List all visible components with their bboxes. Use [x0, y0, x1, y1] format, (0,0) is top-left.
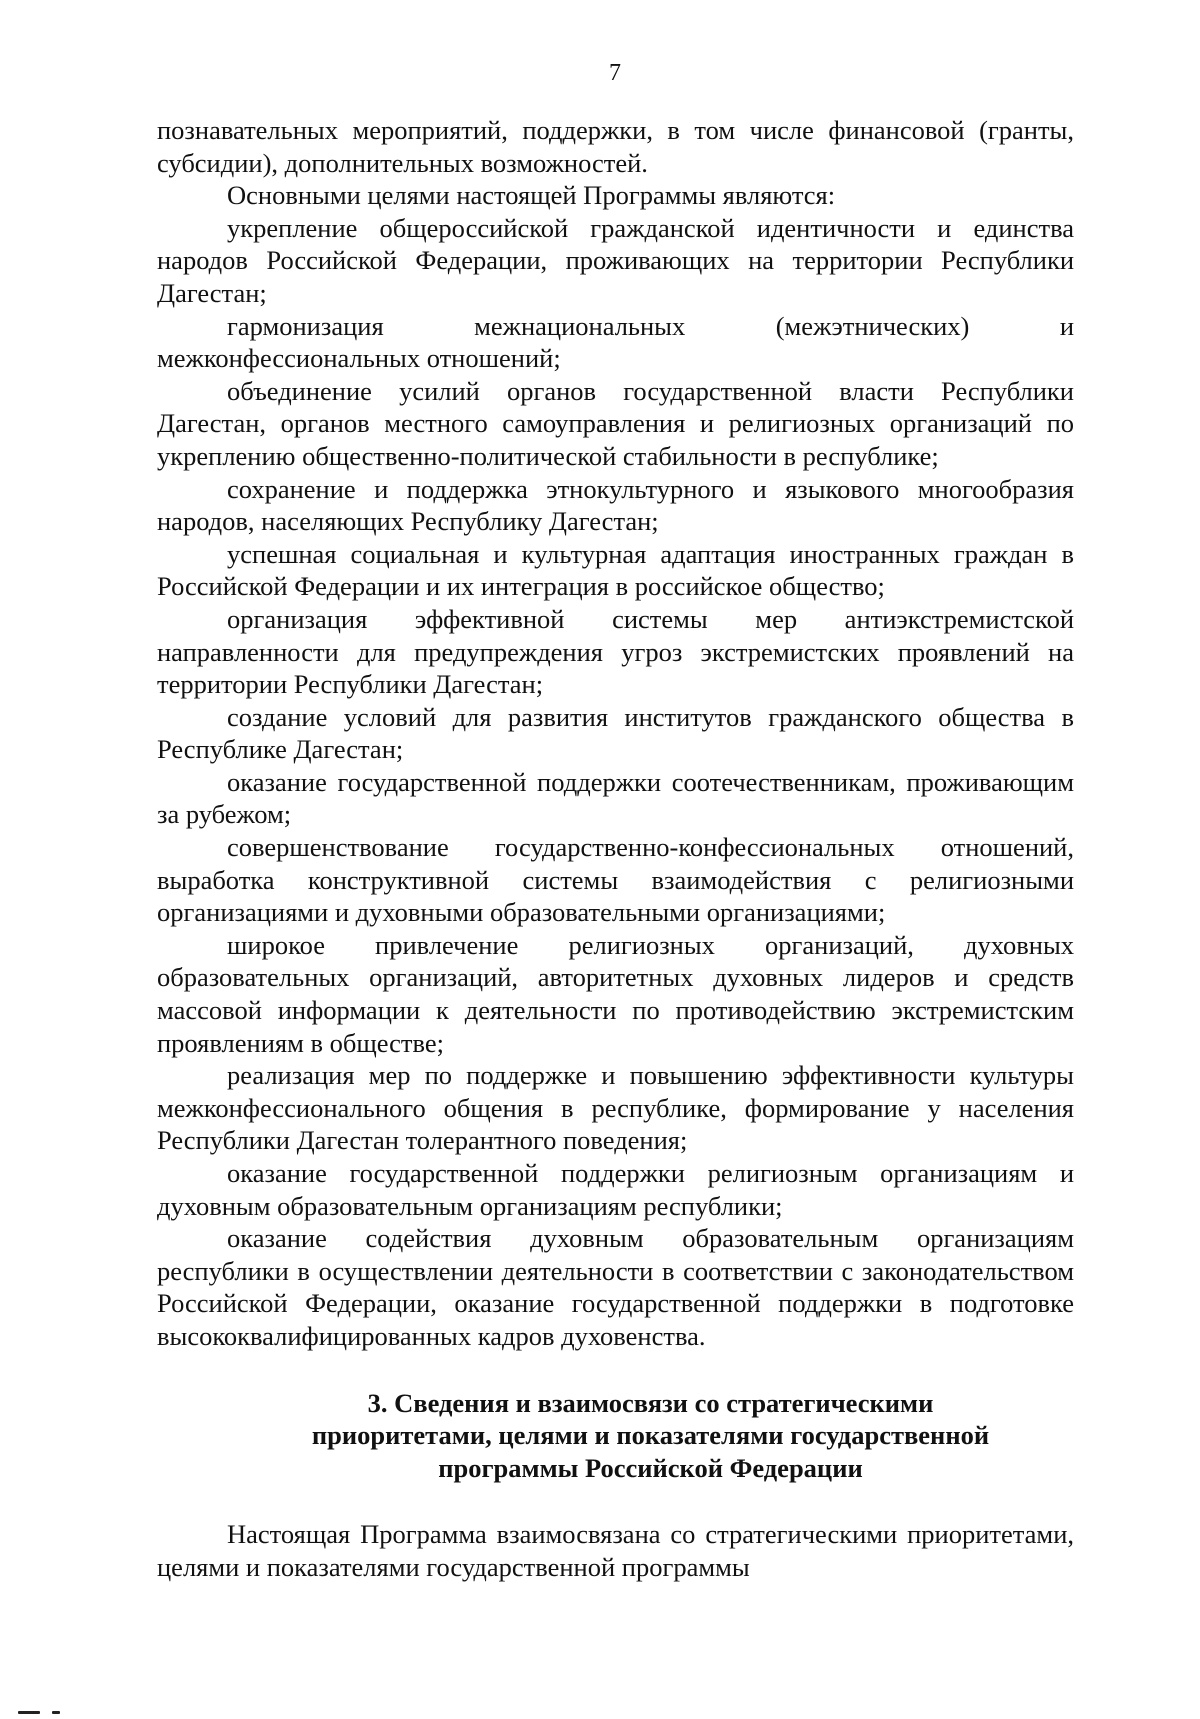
- paragraph: оказание содействия духовным образовательным организациям республики в осуществлении деятельности в соответствии с законодательством Российской Федерации, оказание государственной поддержки в подготовке высококвалифицированных кадров духовенства.: [157, 1223, 1074, 1351]
- paragraph: гармонизация межнациональных (межэтнических) и межконфессиональных отношений;: [157, 310, 1074, 374]
- paragraph: успешная социальная и культурная адаптация иностранных граждан в Российской Федерации и их интеграция в российское общество;: [157, 538, 1074, 602]
- paragraph: оказание государственной поддержки религиозным организациям и духовным образовательным организациям республики;: [157, 1158, 1074, 1221]
- page-number: 7: [609, 60, 621, 86]
- paragraph: объединение усилий органов государственной власти Республики Дагестан, органов местного самоуправления и религиозных организаций по укреплению общественно-политической стабильности в республике;: [157, 375, 1074, 471]
- paragraph: Основными целями настоящей Программы являются:: [227, 180, 836, 211]
- scan-artifact: [52, 1711, 60, 1714]
- scan-artifact: [18, 1711, 40, 1714]
- paragraph: организация эффективной системы мер антиэкстремистской направленности для предупреждения угроз экстремистских проявлений на территории Республики Дагестан;: [157, 603, 1074, 700]
- section-heading-line: 3. Сведения и взаимосвязи со стратегическими: [367, 1387, 934, 1418]
- paragraph: реализация мер по поддержке и повышению эффективности культуры межконфессионального общения в республике, формирование у населения Республики Дагестан толерантного поведения;: [157, 1060, 1074, 1156]
- paragraph: создание условий для развития институтов гражданского общества в Республике Дагестан;: [157, 701, 1074, 765]
- section-heading-line: приоритетами, целями и показателями государственной: [311, 1420, 990, 1451]
- paragraph: Настоящая Программа взаимосвязана со стратегическими приоритетами, целями и показателями государственной программы: [157, 1519, 1074, 1582]
- paragraph: укрепление общероссийской гражданской идентичности и единства народов Российской Федерации, проживающих на территории Республики Дагестан;: [157, 212, 1074, 308]
- paragraph: познавательных мероприятий, поддержки, в том числе финансовой (гранты, субсидии), дополнительных возможностей.: [157, 115, 1074, 178]
- paragraph: широкое привлечение религиозных организаций, духовных образовательных организаций, авторитетных духовных лидеров и средств массовой информации к деятельности по противодействию экстремистским проявлениям в обществе;: [157, 929, 1074, 1058]
- section-heading-line: программы Российской Федерации: [438, 1452, 863, 1483]
- paragraph: совершенствование государственно-конфессиональных отношений, выработка конструктивной системы взаимодействия с религиозными организациями и духовными образовательными организациями;: [157, 832, 1074, 928]
- document-body: [157, 114, 1074, 1584]
- section-heading: [157, 1387, 1074, 1485]
- paragraph: сохранение и поддержка этнокультурного и языкового многообразия народов, населяющих Республику Дагестан;: [157, 473, 1074, 537]
- paragraph: оказание государственной поддержки соотечественникам, проживающим за рубежом;: [157, 766, 1074, 830]
